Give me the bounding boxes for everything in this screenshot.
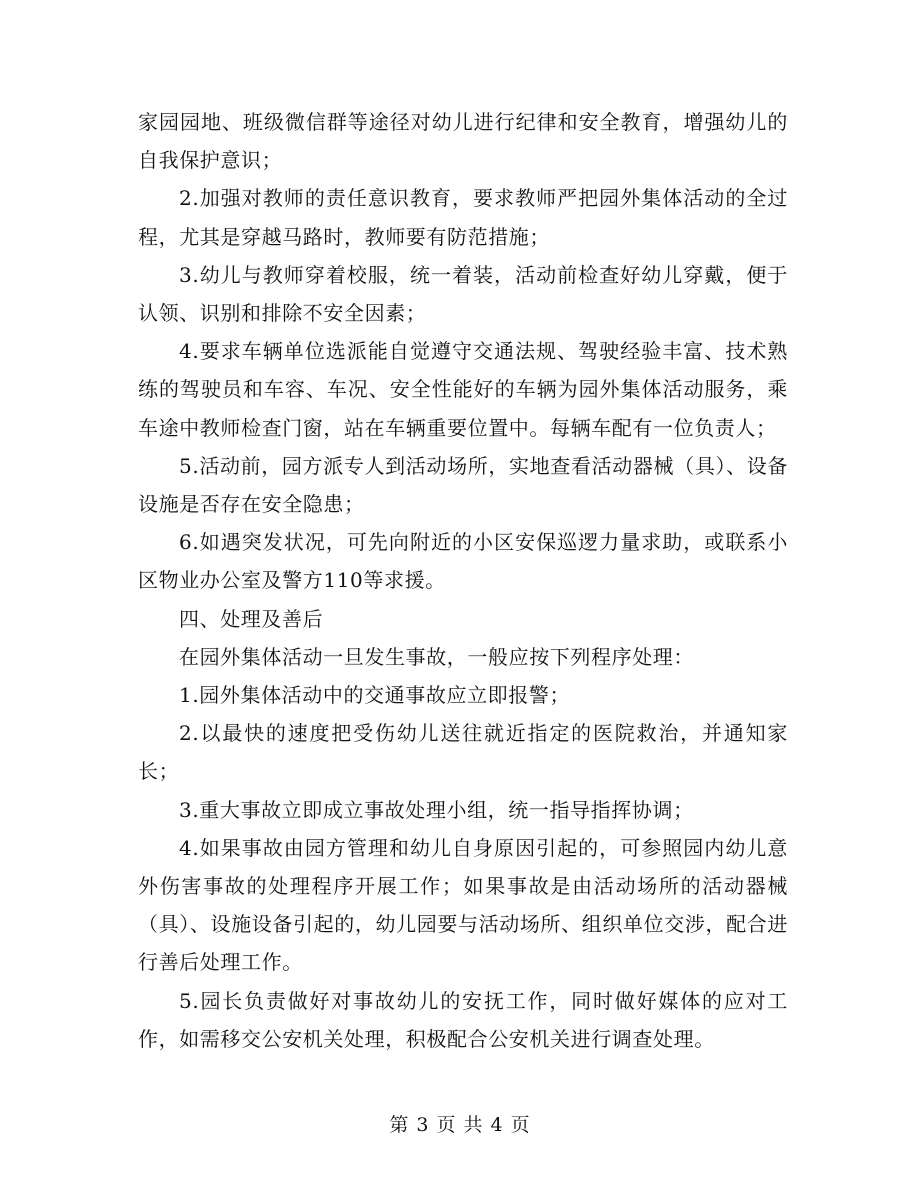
paragraph: 3.重大事故立即成立事故处理小组，统一指导指挥协调；	[179, 797, 694, 822]
paragraph: 2.以最快的速度把受伤幼儿送往就近指定的医院救治，并通知家长；	[138, 721, 788, 784]
section-heading: 四、处理及善后	[179, 606, 324, 631]
page-footer: 第 3 页 共 4 页	[389, 1114, 531, 1136]
paragraph: 5.园长负责做好对事故幼儿的安抚工作，同时做好媒体的应对工作，如需移交公安机关处理，积极配合公安机关进行调查处理。	[138, 988, 788, 1051]
paragraph: 6.如遇突发状况，可先向附近的小区安保巡逻力量求助，或联系小区物业办公室及警方110等求援。	[138, 530, 788, 593]
paragraph: 5.活动前，园方派专人到活动场所，实地查看活动器械（具）、设备设施是否存在安全隐患；	[138, 453, 788, 517]
paragraph: 在园外集体活动一旦发生事故，一般应按下列程序处理：	[179, 644, 694, 669]
paragraph: 家园园地、班级微信群等途径对幼儿进行纪律和安全教育，增强幼儿的自我保护意识；	[138, 110, 788, 173]
paragraph: 2.加强对教师的责任意识教育，要求教师严把园外集体活动的全过程，尤其是穿越马路时，教师要有防范措施；	[138, 186, 788, 249]
paragraph: 4.要求车辆单位选派能自觉遵守交通法规、驾驶经验丰富、技术熟练的驾驶员和车容、车况、安全性能好的车辆为园外集体活动服务，乘车途中教师检查门窗，站在车辆重要位置中。每辆车配有一位负责人；	[138, 339, 788, 440]
paragraph: 3.幼儿与教师穿着校服，统一着装，活动前检查好幼儿穿戴，便于认领、识别和排除不安全因素；	[138, 262, 788, 326]
paragraph: 1.园外集体活动中的交通事故应立即报警；	[179, 683, 571, 708]
paragraph: 4.如果事故由园方管理和幼儿自身原因引起的，可参照园内幼儿意外伤害事故的处理程序开展工作；如果事故是由活动场所的活动器械（具）、设施设备引起的，幼儿园要与活动场所、组织单位交涉，配合进行善后处理工作。	[138, 835, 788, 975]
document-body	[138, 103, 788, 1058]
